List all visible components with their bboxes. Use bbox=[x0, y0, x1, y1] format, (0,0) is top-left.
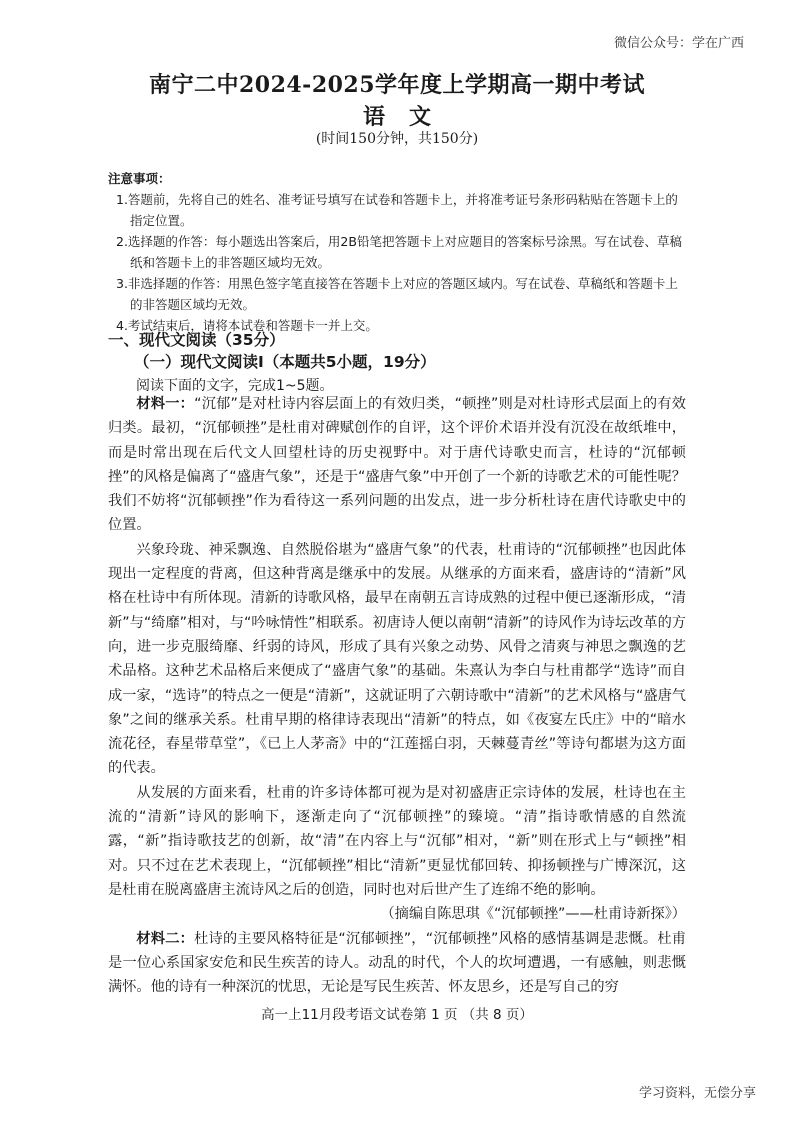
notice-item: 4.考试结束后，请将本试卷和答题卡一并上交。 bbox=[116, 318, 378, 333]
paragraph-text: 从发展的方面来看，杜甫的许多诗体都可视为是对初盛唐正宗诗体的发展，杜诗也在主流的“清新”诗风的影响下，逐渐走向了“沉郁顿挫”的臻境。“清”指诗歌情感的自然流露，“新”指诗歌技艺的创新，故“清”在内容上与“沉郁”相对，“新”则在形式上与“顿挫”相对。只不过在艺术表现上，“沉郁顿挫”相比“清新”更显忧郁回转、抑扬顿挫与广博深沉，这是杜甫在脱离盛唐主流诗风之后的创造，同时也对后世产生了连绵不绝的影响。 bbox=[108, 784, 686, 898]
exam-title: 南宁二中2024-2025学年度上学期高一期中考试 bbox=[148, 72, 646, 98]
passage-paragraph bbox=[108, 392, 686, 538]
notice-item: 3.非选择题的作答：用黑色签字笔直接答在答题卡上对应的答题区域内。写在试卷、草稿纸和答题卡上的非答题区域均无效。 bbox=[116, 276, 678, 312]
source-citation: （摘编自陈思琪《“沉郁顿挫”——杜甫诗新探》） bbox=[380, 906, 686, 923]
material-label: 材料一： bbox=[136, 396, 195, 412]
subsection-title: （一）现代文阅读Ⅰ（本题共5小题，19分） bbox=[134, 353, 436, 371]
reading-instruction: 阅读下面的文字，完成1~5题。 bbox=[136, 378, 334, 394]
passage-body bbox=[108, 392, 686, 999]
section-title: 一、现代文阅读（35分） bbox=[108, 331, 285, 349]
exam-subject: 语文 bbox=[362, 104, 455, 130]
material-label: 材料二： bbox=[136, 930, 195, 947]
corner-label-bottom: 学习资料，无偿分享 bbox=[638, 1086, 756, 1101]
paragraph-text: “沉郁”是对杜诗内容层面上的有效归类，“顿挫”则是对杜诗形式层面上的有效归类。最初，“沉郁顿挫”是杜甫对碑赋创作的自评，这个评价术语并没有沉没在故纸堆中，而是时常出现在后代文人回望杜诗的历史视野中。对于唐代诗歌史而言，杜诗的“沉郁顿挫”的风格是偏离了“盛唐气象”，还是于“盛唐气象”中开创了一个新的诗歌艺术的可能性呢？我们不妨将“沉郁顿挫”作为看待这一系列问题的出发点，进一步分析杜诗在唐代诗歌史中的位置。 bbox=[108, 396, 686, 534]
notice-block bbox=[108, 168, 688, 336]
exam-time-note: (时间150分钟，共150分) bbox=[315, 131, 479, 147]
passage-paragraph bbox=[108, 927, 686, 1000]
notice-item: 1.答题前，先将自己的姓名、准考证号填写在试卷和答题卡上，并将准考证号条形码粘贴在答题卡上的指定位置。 bbox=[116, 192, 678, 228]
corner-label-top: 微信公众号：学在广西 bbox=[613, 36, 744, 51]
notice-item: 2.选择题的作答：每小题选出答案后，用2B铅笔把答题卡上对应题目的答案标号涂黑。写在试卷、草稿纸和答题卡上的非答题区域均无效。 bbox=[116, 234, 682, 270]
passage-paragraph bbox=[108, 781, 686, 902]
notice-heading: 注意事项： bbox=[108, 171, 171, 186]
paragraph-text: 兴象玲珑、神采飘逸、自然脱俗堪为“盛唐气象”的代表，杜甫诗的“沉郁顿挫”也因此体现出一定程度的背离，但这种背离是继承中的发展。从继承的方面来看，盛唐诗的“清新”风格在杜诗中有所体现。清新的诗歌风格，最早在南朝五言诗成熟的过程中便已逐渐形成，“清新”与“绮靡”相对，与“吟咏情性”相联系。初唐诗人便以南朝“清新”的诗风作为诗坛改革的方向，进一步克服绮靡、纤弱的诗风，形成了具有兴象之动势、风骨之清爽与神思之飘逸的艺术品格。这种艺术品格后来便成了“盛唐气象”的基础。朱熹认为李白与杜甫都学“选诗”而自成一家，“选诗”的特点之一便是“清新”，这就证明了六朝诗歌中“清新”的艺术风格与“盛唐气象”之间的继承关系。杜甫早期的格律诗表现出“清新”的特点，如《夜宴左氏庄》中的“暗水流花径，春星带草堂”，《已上人茅斋》中的“江莲摇白羽，天棘蔓青丝”等诗句都堪为这方面的代表。 bbox=[108, 541, 686, 777]
paragraph-text: 杜诗的主要风格特征是“沉郁顿挫”，“沉郁顿挫”风格的感情基调是悲慨。杜甫是一位心系国家安危和民生疾苦的诗人。动乱的时代，个人的坎坷遭遇，一有感触，则悲慨满怀。他的诗有一种深沉的忧思，无论是写民生疾苦、怀友思乡，还是写自己的穷 bbox=[108, 930, 686, 996]
passage-paragraph bbox=[108, 538, 686, 781]
page-footer: 高一上11月段考语文试卷第 1 页 （共 8 页） bbox=[261, 1007, 533, 1023]
